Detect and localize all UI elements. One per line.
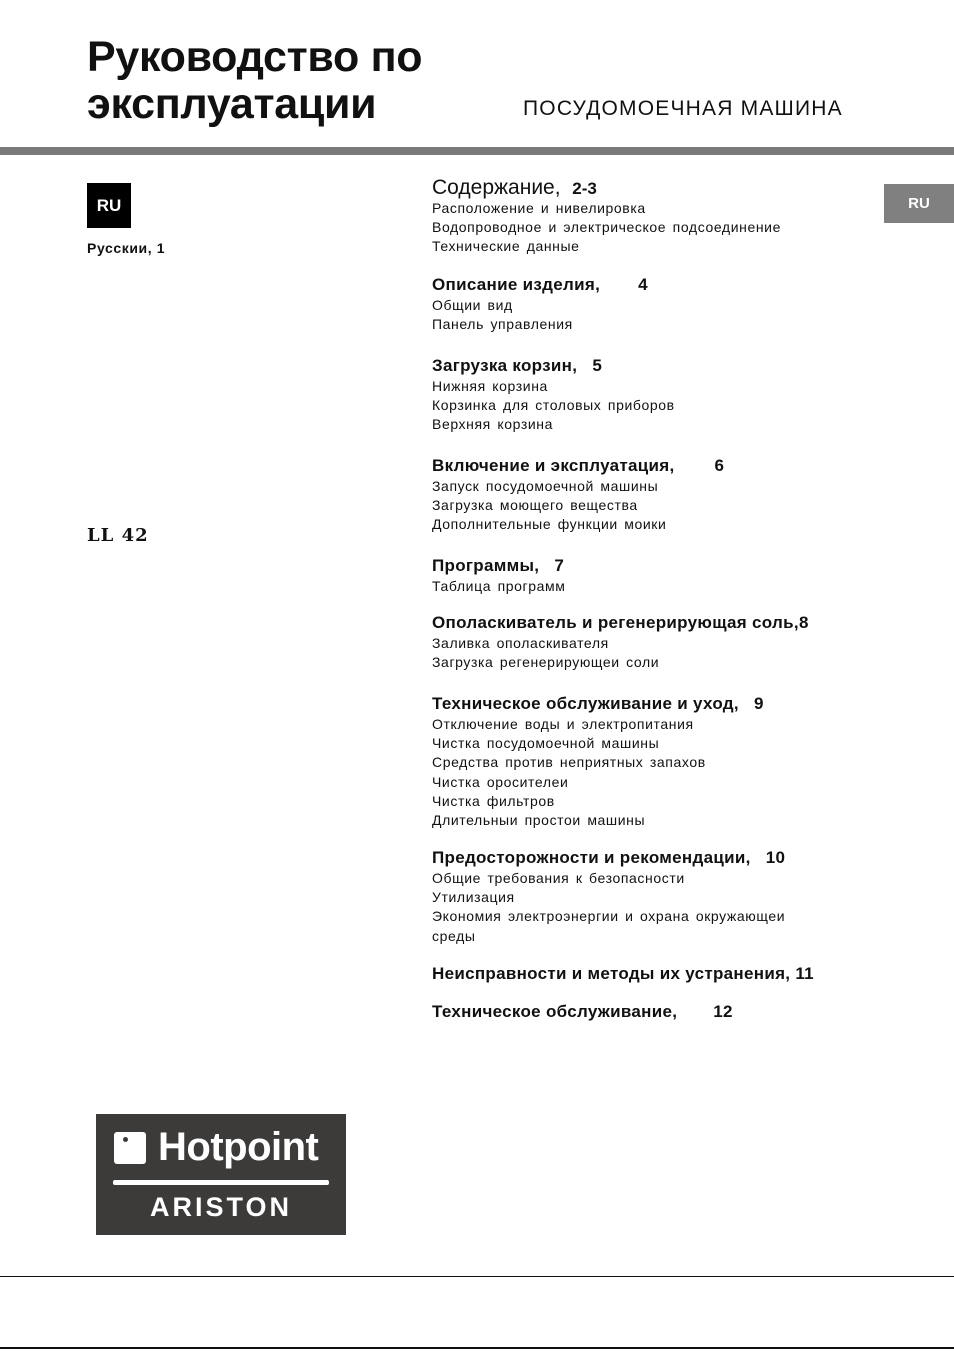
- language-side-tab: RU: [884, 184, 954, 223]
- toc-item: Нижняя корзина: [432, 378, 548, 394]
- toc-heading-title: Программы,: [432, 556, 540, 575]
- logo-divider: [113, 1180, 329, 1185]
- toc-item: Чистка фильтров: [432, 792, 555, 809]
- toc-section-precautions: [432, 847, 872, 946]
- toc-item: Утилизация: [432, 889, 515, 906]
- toc-heading: [432, 555, 872, 577]
- toc-heading: [432, 612, 872, 634]
- toc-section-description: [432, 274, 872, 334]
- toc-section-operation: [432, 455, 872, 535]
- toc-heading-title: Включение и эксплуатация,: [432, 456, 675, 475]
- toc-heading-title: Предосторожности и рекомендации,: [432, 848, 751, 867]
- model-number: LL 42: [87, 525, 149, 546]
- toc-item: Чистка оросителеи: [432, 773, 569, 790]
- toc-section-loading: [432, 355, 872, 435]
- title-line-1: Руководство по: [87, 33, 423, 81]
- toc-page-number: 7: [554, 556, 565, 575]
- toc-section-maintenance-care: [432, 693, 872, 830]
- toc-item: Корзинка для столовых приборов: [432, 397, 675, 414]
- toc-item: Загрузка регенерирующеи соли: [432, 654, 660, 671]
- toc-heading-title: Загрузка корзин,: [432, 356, 578, 375]
- toc-heading: [432, 963, 872, 985]
- toc-item: Чистка посудомоечной машины: [432, 735, 660, 752]
- toc-heading-title: Описание изделия,: [432, 275, 601, 294]
- toc-page-number: 6: [714, 456, 725, 475]
- toc-heading: [432, 847, 872, 869]
- toc-section-programs: [432, 555, 872, 596]
- toc-item: Заливка ополаскивателя: [432, 635, 609, 651]
- toc-page-number: 4: [638, 275, 648, 294]
- toc-page-number: 11: [795, 964, 814, 983]
- document-subtitle: ПОСУДОМОЕЧНАЯ МАШИНА: [523, 97, 843, 120]
- footer-divider-top: [0, 1276, 954, 1277]
- toc-item: Длительныи простои машины: [432, 812, 646, 829]
- toc-item: Верхняя корзина: [432, 416, 553, 433]
- toc-heading: [432, 693, 872, 715]
- toc-heading: [432, 355, 872, 377]
- toc-section-rinse-aid-salt: [432, 612, 872, 672]
- toc-item: Водопроводное и электрическое подсоединение: [432, 219, 781, 236]
- header-divider: [0, 147, 954, 155]
- toc-item: Средства против неприятных запахов: [432, 754, 706, 771]
- toc-item: Панель управления: [432, 316, 573, 333]
- toc-item: Расположение и нивелировка: [432, 200, 646, 216]
- toc-heading: [432, 1001, 872, 1023]
- toc-item: Загрузка моющего вещества: [432, 497, 638, 514]
- toc-item: Отключение воды и электропитания: [432, 716, 694, 732]
- toc-page-number: 12: [713, 1002, 733, 1021]
- hotpoint-logo-icon: [114, 1132, 146, 1164]
- logo-sub-text: ARISTON: [149, 1192, 292, 1222]
- toc-page-number: 2-3: [572, 179, 597, 198]
- toc-item: Дополнительные функции моики: [432, 516, 667, 533]
- toc-heading-title: Содержание,: [432, 176, 561, 199]
- language-badge: RU: [87, 183, 131, 228]
- footer-divider-bottom: [0, 1347, 954, 1349]
- toc-section-service: [432, 1001, 872, 1023]
- toc-heading-title: Ополаскиватель и регенерирующая соль,: [432, 613, 799, 632]
- toc-page-number: 10: [765, 848, 786, 867]
- toc-item: Технические данные: [432, 238, 580, 255]
- toc-page-number: 5: [592, 356, 603, 375]
- toc-heading-title: Техническое обслуживание и уход,: [432, 694, 739, 713]
- toc-page-number: 9: [754, 694, 764, 713]
- toc-item: Общие требования к безопасности: [432, 870, 685, 886]
- toc-heading: [432, 455, 872, 477]
- toc-item: Запуск посудомоечной машины: [432, 478, 659, 494]
- toc-heading-title: Неисправности и методы их устранения,: [432, 964, 791, 983]
- toc-item: среды: [432, 927, 476, 944]
- toc-item: Экономия электроэнергии и охрана окружающеи: [432, 908, 786, 925]
- toc-section-troubleshooting: [432, 963, 872, 985]
- toc-page-number: 8: [798, 613, 809, 632]
- toc-item: Таблица программ: [432, 578, 566, 594]
- toc-item: Общии вид: [432, 297, 513, 313]
- hotpoint-ariston-logo: [96, 1114, 346, 1235]
- title-line-2: эксплуатации: [87, 80, 377, 128]
- toc-section-contents: [432, 177, 872, 257]
- toc-heading: [432, 177, 872, 199]
- language-page-ref: Русскии, 1: [87, 240, 166, 256]
- logo-brand-text: Hotpoint: [158, 1125, 319, 1169]
- document-title: [87, 34, 422, 128]
- toc-heading-title: Техническое обслуживание,: [432, 1002, 678, 1021]
- toc-heading: [432, 274, 872, 296]
